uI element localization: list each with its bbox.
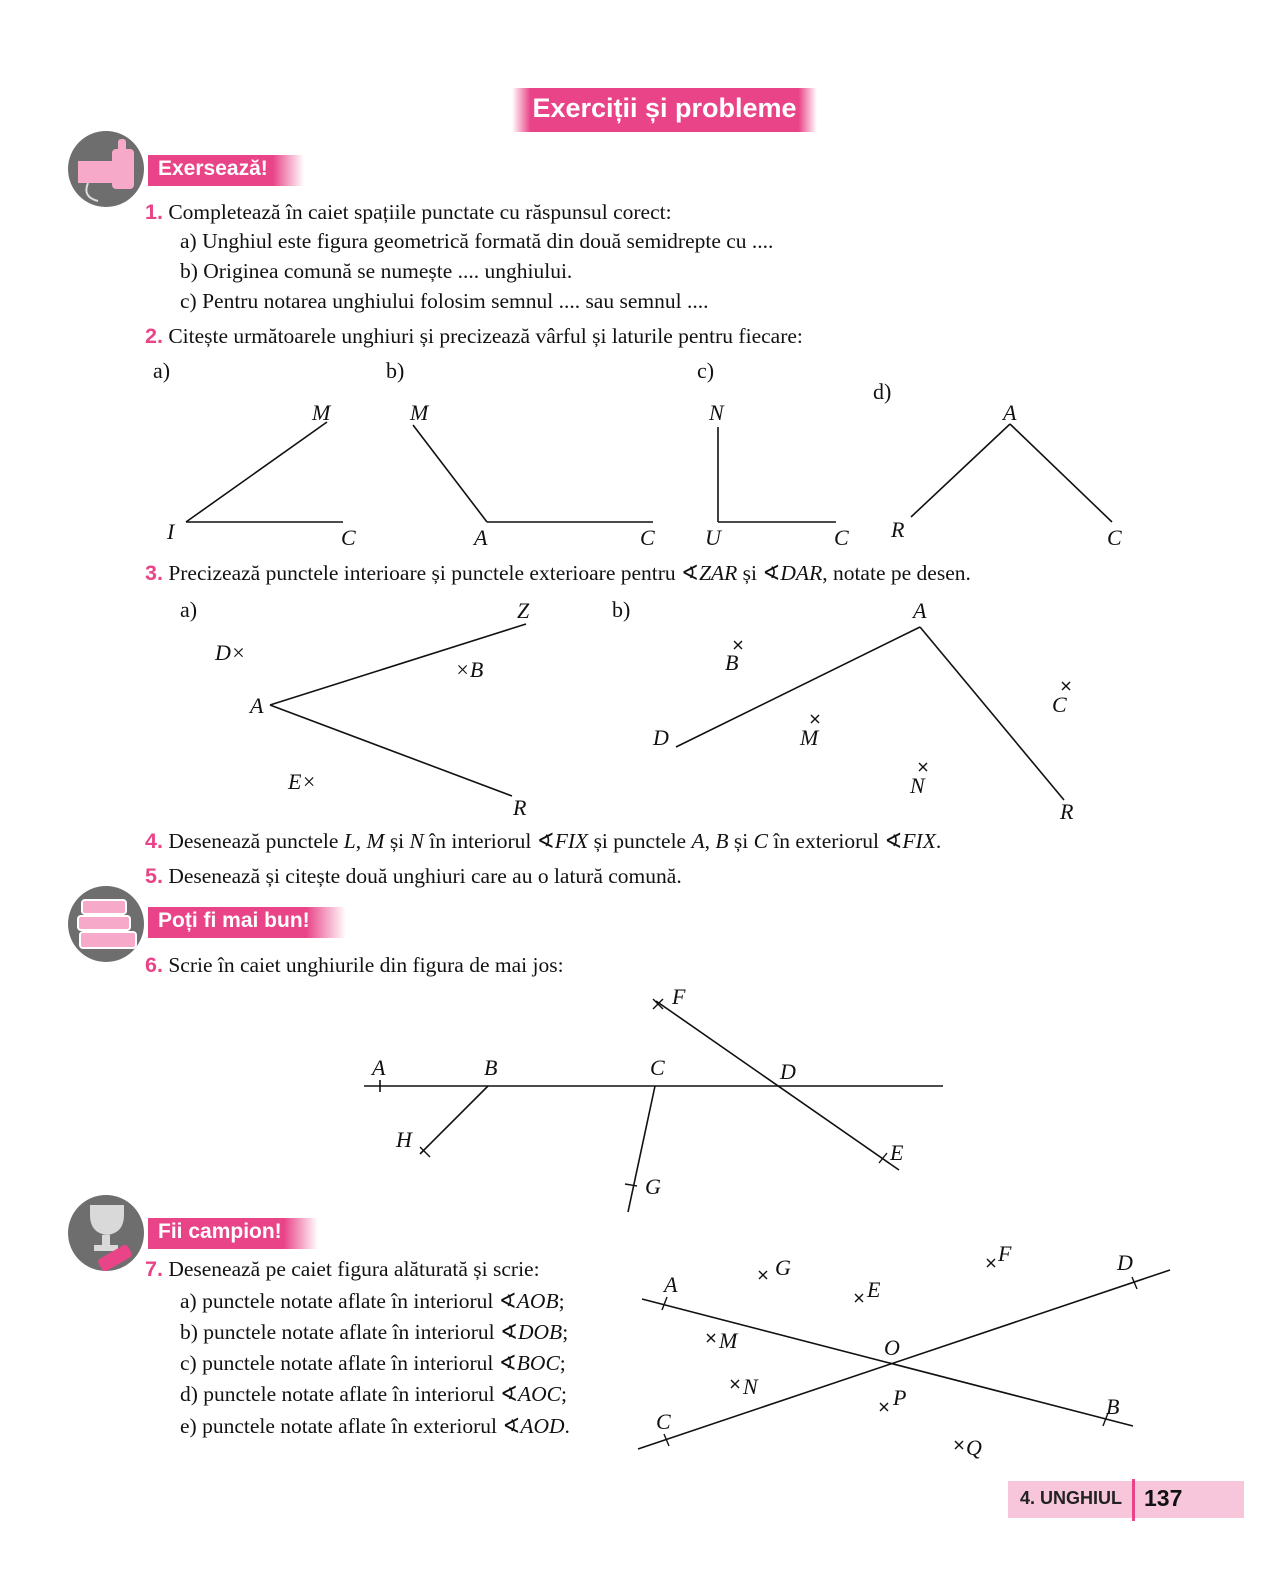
point-label: A (1003, 400, 1017, 425)
exercise-text: în exteriorul ∢ (767, 829, 903, 853)
angle-name: AOD (520, 1414, 565, 1438)
point-label: F (672, 984, 686, 1009)
point-label: C (341, 525, 356, 550)
point-label: R (1060, 799, 1074, 824)
exercise-text: și ∢ (737, 561, 781, 585)
exercise-text: și (728, 829, 754, 853)
point-label: C (1052, 692, 1067, 717)
exercise-text: Citește următoarele unghiuri și precizează vârful și laturile pentru fiecare: (168, 324, 803, 348)
point-name: A (691, 829, 705, 853)
subfigure-label: a) (180, 597, 198, 622)
point-label: E× (288, 769, 317, 794)
point-label: D× (215, 640, 246, 665)
point-label: A (913, 598, 927, 623)
page-footer (1008, 1481, 1244, 1518)
exercise-text: Desenează punctele (168, 829, 344, 853)
exercise-1-a: a) Unghiul este figura geometrică formată din două semidrepte cu .... (180, 229, 774, 253)
exercise-text: Completează în caiet spațiile punctate cu răspunsul corect: (168, 200, 672, 224)
exercise-text: , (704, 829, 716, 853)
subfigure-label: b) (612, 597, 631, 622)
point-name: C (753, 829, 768, 853)
page-number: 137 (1144, 1485, 1183, 1511)
exercise-text: Desenează și citește două unghiuri care au o latură comună. (168, 864, 682, 888)
point-label: G (645, 1174, 661, 1199)
point-name: N (409, 829, 424, 853)
point-label: I (167, 519, 175, 544)
exercise-text: d) punctele notate aflate în interiorul ∢ (180, 1382, 518, 1406)
point-label: B (484, 1055, 498, 1080)
exercise-7-item (180, 1382, 567, 1407)
subfigure-label: d) (873, 379, 892, 404)
exercise-text: . (935, 829, 942, 853)
point-label: M (312, 400, 331, 425)
point-label: D (653, 725, 669, 750)
page-title: Exerciții și probleme (532, 93, 797, 123)
angle-name: FIX (554, 829, 589, 853)
point-name: B (715, 829, 729, 853)
exercise-text: și (384, 829, 410, 853)
point-label: R (891, 517, 905, 542)
point-label: C (1107, 525, 1122, 550)
point-label: O (884, 1335, 900, 1360)
subfigure-label: b) (386, 358, 405, 383)
footer-chapter: 4. UNGHIUL (1020, 1488, 1123, 1508)
point-label: C (656, 1409, 671, 1434)
exercise-number: 6. (145, 953, 163, 977)
exercise-7-item (180, 1351, 566, 1376)
exercise-number: 4. (145, 829, 163, 853)
exercise-4-heading (145, 829, 941, 854)
section-badge-exerseaza: Exersează! (148, 155, 304, 186)
point-label: R (513, 795, 527, 820)
exercise-number: 3. (145, 561, 163, 585)
angle-name: BOC (516, 1351, 560, 1375)
footer-divider (1132, 1479, 1135, 1521)
point-label: P (893, 1385, 907, 1410)
exercise-text: ; (559, 1351, 566, 1375)
subfigure-label: c) (697, 358, 715, 383)
point-label: A (250, 693, 264, 718)
exercise-7-heading (145, 1257, 540, 1282)
point-label: B (1106, 1394, 1120, 1419)
subfigure-label: a) (153, 358, 171, 383)
angle-name: AOB (516, 1289, 559, 1313)
exercise-1-b: b) Originea comună se numește .... unghiului. (180, 259, 573, 283)
point-label: U (705, 525, 721, 550)
angle-name: AOC (518, 1382, 561, 1406)
books-icon (68, 886, 144, 962)
exercise-text: Desenează pe caiet figura alăturată și scrie: (168, 1257, 540, 1281)
point-label: C (640, 525, 655, 550)
point-label: D (1117, 1250, 1133, 1275)
angle-name: ZAR (699, 561, 738, 585)
exercise-text: , (355, 829, 367, 853)
point-label: N (709, 400, 724, 425)
point-label: A (664, 1272, 678, 1297)
exercise-number: 1. (145, 200, 163, 224)
point-label: F (998, 1241, 1012, 1266)
exercise-text: c) punctele notate aflate în interiorul ∢ (180, 1351, 517, 1375)
exercise-text: Scrie în caiet unghiurile din figura de mai jos: (168, 953, 564, 977)
exercise-text: ; (558, 1289, 565, 1313)
exercise-7-item (180, 1320, 568, 1345)
exercise-number: 2. (145, 324, 163, 348)
section-badge-poti-fi-mai-bun: Poți fi mai bun! (148, 907, 346, 938)
section-badge-fii-campion: Fii campion! (148, 1218, 318, 1249)
angle-name: DAR (780, 561, 823, 585)
exercise-number: 5. (145, 864, 163, 888)
exercise-text: . (564, 1414, 570, 1438)
angle-name: FIX (902, 829, 936, 853)
point-name: M (366, 829, 385, 853)
exercise-5-heading (145, 864, 682, 889)
exercise-3-heading (145, 561, 971, 586)
point-label: E (867, 1277, 881, 1302)
exercise-number: 7. (145, 1257, 163, 1281)
point-label: E (890, 1140, 904, 1165)
point-label: G (775, 1255, 791, 1280)
point-label: M (410, 400, 429, 425)
point-label: Z (517, 598, 530, 623)
exercise-text: b) punctele notate aflate în interiorul ∢ (180, 1320, 518, 1344)
point-name: L (343, 829, 356, 853)
exercise-7-item (180, 1289, 565, 1314)
exercise-text: și punctele (588, 829, 692, 853)
point-label: B (725, 650, 739, 675)
exercise-text: ; (561, 1382, 567, 1406)
exercise-1-c: c) Pentru notarea unghiului folosim semnul .... sau semnul .... (180, 289, 709, 313)
point-label: A (372, 1055, 386, 1080)
angle-name: DOB (518, 1320, 563, 1344)
point-label: D (780, 1059, 796, 1084)
point-label: A (474, 525, 488, 550)
point-label: C (834, 525, 849, 550)
point-label: H (396, 1127, 412, 1152)
trophy-icon (68, 1195, 144, 1271)
point-label: N (743, 1374, 758, 1399)
exercise-text: ; (562, 1320, 569, 1344)
point-label: M (719, 1328, 738, 1353)
exercise-text: , notate pe desen. (822, 561, 971, 585)
exercise-text: a) punctele notate aflate în interiorul ∢ (180, 1289, 517, 1313)
point-label: M (800, 725, 819, 750)
exercise-7-item (180, 1414, 570, 1439)
point-label: Q (966, 1435, 982, 1460)
exercise-6-heading (145, 953, 564, 978)
exercise-text: Precizează punctele interioare și punctele exterioare pentru ∢ (168, 561, 700, 585)
point-label: C (650, 1055, 665, 1080)
point-label: ×B (455, 657, 484, 682)
exercise-text: în interiorul ∢ (423, 829, 555, 853)
point-label: N (910, 773, 925, 798)
exercise-text: e) punctele notate aflate în exteriorul ∢ (180, 1414, 521, 1438)
